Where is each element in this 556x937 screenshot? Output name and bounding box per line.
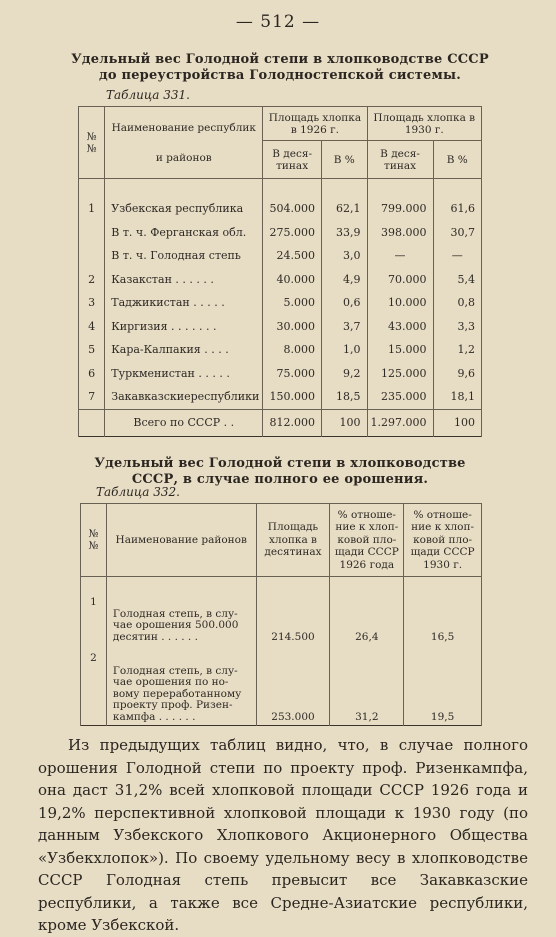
header-pct-1930: В % [433, 141, 481, 179]
header-dess-1930: В деся-тинах [367, 141, 433, 179]
row-name: Кара-Калпакия . . . . [105, 338, 263, 362]
table-row [79, 221, 482, 245]
row-area-1926: 5.000 [263, 291, 322, 315]
row-number: 6 [79, 362, 105, 386]
t2-header-pct-1926: % отноше-ние к хлоп-ковой пло-щади СССР 1926 года [330, 504, 404, 577]
table-row [79, 315, 482, 339]
row-number: 4 [79, 315, 105, 339]
body-paragraph [38, 734, 528, 937]
row-name: Закавказскиереспублики [105, 385, 263, 409]
row-number: 7 [79, 385, 105, 409]
total-area-1930: 1.297.000 [367, 409, 433, 436]
row-pct-1930: 9,6 [433, 362, 481, 386]
t2-row-name: Голодная степь, в слу-чае орошения 500.000 десятин . . . . . . [106, 591, 256, 645]
row-pct-1930: 1,2 [433, 338, 481, 362]
row-name: Узбекская республика [105, 197, 263, 221]
row-area-1926: 275.000 [263, 221, 322, 245]
table-332 [80, 503, 482, 726]
header-name [105, 107, 263, 179]
header-pct-1926: В % [321, 141, 367, 179]
row-area-1930: — [367, 244, 433, 268]
row-name: Казакстан . . . . . . [105, 268, 263, 292]
t2-header-number: №№ [81, 504, 107, 577]
t2-row-area: 253.000 [256, 645, 330, 726]
header-number: №№ [79, 107, 105, 179]
row-area-1926: 30.000 [263, 315, 322, 339]
row-pct-1926: 9,2 [321, 362, 367, 386]
row-number [79, 221, 105, 245]
row-pct-1930: 18,1 [433, 385, 481, 409]
total-area-1926: 812.000 [263, 409, 322, 436]
t2-row-pct-1930: 19,5 [404, 645, 482, 726]
row-name: В т. ч. Ферганская обл. [105, 221, 263, 245]
row-number: 5 [79, 338, 105, 362]
row-number: 1 [79, 197, 105, 221]
t2-header-name: Наименование районов [106, 504, 256, 577]
table-row [81, 591, 482, 645]
t2-row-area: 214.500 [256, 591, 330, 645]
row-number: 3 [79, 291, 105, 315]
row-name: Таджикистан . . . . . [105, 291, 263, 315]
row-pct-1926: 62,1 [321, 197, 367, 221]
table1-title: Удельный вес Голодной степи в хлопководстве СССР до переустройства Голодностепской системы. [71, 52, 489, 83]
row-area-1930: 235.000 [367, 385, 433, 409]
table2-title: Удельный вес Голодной степи в хлопководстве СССР, в случае полного ее орошения. [94, 456, 466, 487]
row-area-1930: 398.000 [367, 221, 433, 245]
row-name: В т. ч. Голодная степь [105, 244, 263, 268]
table-row [79, 244, 482, 268]
t2-header-area: Площадь хлопка в десятинах [256, 504, 330, 577]
header-name-line2: и районов [155, 151, 212, 164]
row-number [79, 244, 105, 268]
row-pct-1926: 1,0 [321, 338, 367, 362]
row-pct-1926: 4,9 [321, 268, 367, 292]
paragraph-text: Из предыдущих таблиц видно, что, в случае полного орошения Голодной степи по проекту проф. Ризенкампфа, она даст 31,2% всей хлопковой площади СССР 1926 года и 19,2% перспективной хлопковой площади к 1930 году (по данным Узбекского Хлопкового Акционерного Общества «Узбекхлопок»). По своему удельному весу в хлопководстве СССР Голодная степь превысит все Закавказские республики, а также все Средне-Азиатские республики, кроме Узбекской. [38, 736, 528, 934]
row-pct-1930: 61,6 [433, 197, 481, 221]
header-name-line1: Наименование республик [111, 121, 256, 134]
total-pct-1930: 100 [433, 409, 481, 436]
t2-row-number: 1 [81, 591, 107, 645]
row-area-1926: 150.000 [263, 385, 322, 409]
row-number: 2 [79, 268, 105, 292]
table-331 [78, 106, 482, 437]
t2-row-pct-1926: 31,2 [330, 645, 404, 726]
table-row [79, 362, 482, 386]
table-row [79, 338, 482, 362]
row-area-1926: 8.000 [263, 338, 322, 362]
table-row [81, 645, 482, 726]
row-pct-1930: 0,8 [433, 291, 481, 315]
t2-row-pct-1926: 26,4 [330, 591, 404, 645]
table1-total-row [79, 409, 482, 436]
row-area-1926: 40.000 [263, 268, 322, 292]
row-area-1930: 15.000 [367, 338, 433, 362]
row-pct-1930: — [433, 244, 481, 268]
table-row [79, 197, 482, 221]
row-pct-1926: 3,0 [321, 244, 367, 268]
row-area-1930: 10.000 [367, 291, 433, 315]
row-area-1926: 75.000 [263, 362, 322, 386]
header-area-1926: Площадь хлопка в 1926 г. [263, 107, 367, 141]
t2-header-pct-1930: % отноше-ние к хлоп-ковой пло-щади СССР 1930 г. [404, 504, 482, 577]
row-area-1926: 504.000 [263, 197, 322, 221]
page-number: — 512 — [235, 12, 321, 32]
t2-row-number: 2 [81, 645, 107, 726]
header-dess-1926: В деся-тинах [263, 141, 322, 179]
table-row [79, 291, 482, 315]
row-pct-1926: 0,6 [321, 291, 367, 315]
row-pct-1930: 5,4 [433, 268, 481, 292]
row-pct-1926: 18,5 [321, 385, 367, 409]
row-name: Киргизия . . . . . . . [105, 315, 263, 339]
row-pct-1926: 3,7 [321, 315, 367, 339]
row-area-1930: 125.000 [367, 362, 433, 386]
total-label: Всего по СССР . . [105, 409, 263, 436]
row-area-1926: 24.500 [263, 244, 322, 268]
total-pct-1926: 100 [321, 409, 367, 436]
table1-label: Таблица 331. [106, 88, 190, 102]
table-row [79, 385, 482, 409]
header-area-1930: Площадь хлопка в 1930 г. [367, 107, 481, 141]
t2-row-pct-1930: 16,5 [404, 591, 482, 645]
row-name: Туркменистан . . . . . [105, 362, 263, 386]
row-pct-1930: 3,3 [433, 315, 481, 339]
row-pct-1926: 33,9 [321, 221, 367, 245]
table2-label: Таблица 332. [96, 485, 180, 499]
row-area-1930: 43.000 [367, 315, 433, 339]
row-area-1930: 799.000 [367, 197, 433, 221]
table-row [79, 268, 482, 292]
row-area-1930: 70.000 [367, 268, 433, 292]
t2-row-name: Голодная степь, в слу-чае орошения по но-вому переработанному проекту проф. Ризен-кампфа . . . . . . [106, 645, 256, 726]
row-pct-1930: 30,7 [433, 221, 481, 245]
